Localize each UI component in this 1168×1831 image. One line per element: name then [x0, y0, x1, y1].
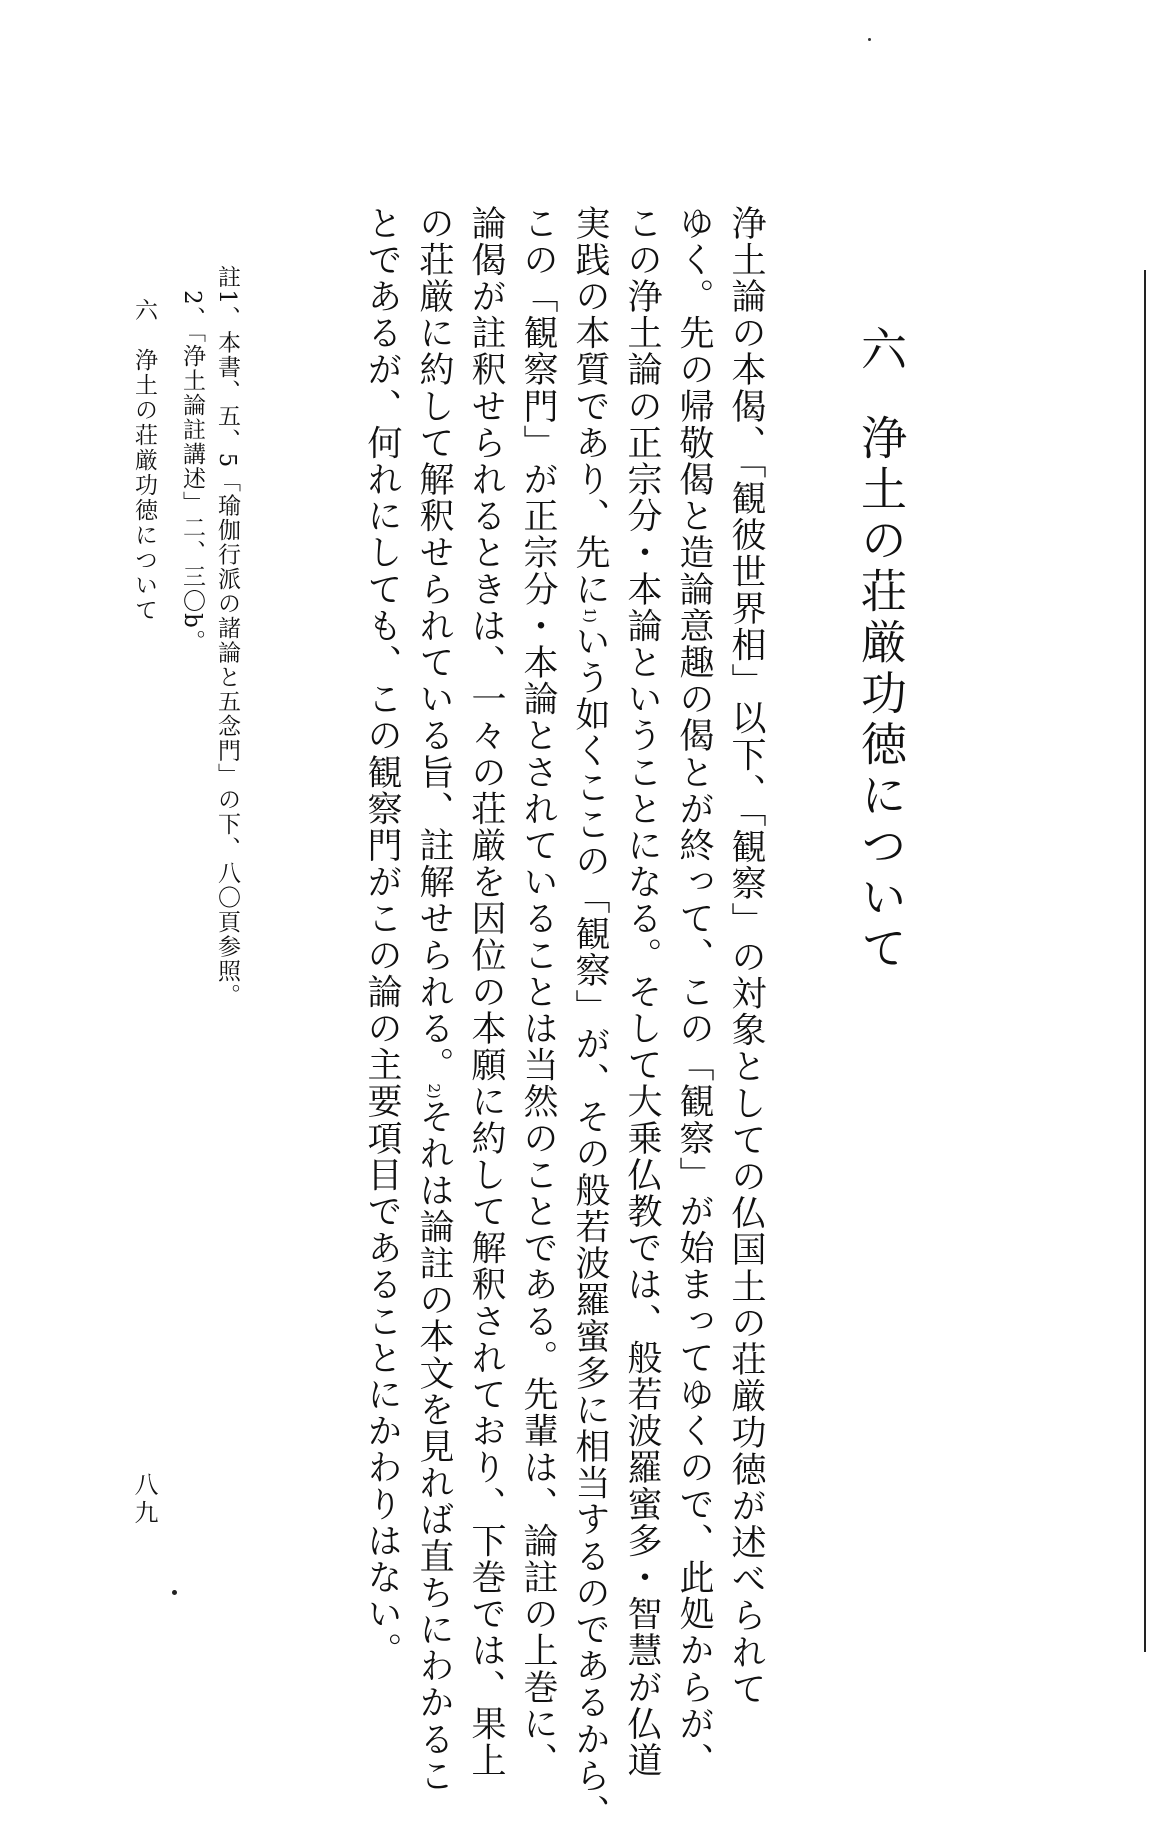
footnote-ref-1: 1) — [581, 607, 599, 624]
body-line-1: 浄土論の本偈、「観彼世界相」以下、「観察」の対象としての仏国土の荘厳功徳が述べられて — [726, 205, 766, 1708]
body-line-4-after: いう如くここの「観察」が、その般若波羅蜜多に相当するのであるから、 — [570, 623, 610, 1831]
scan-speck — [868, 38, 871, 41]
scan-speck — [172, 1590, 177, 1595]
section-title — [854, 325, 908, 975]
running-head: 六 浄土の荘厳功徳について — [131, 298, 157, 623]
page-number: 八九 — [130, 1472, 158, 1528]
body-line-4-before: 実践の本質であり、先に — [570, 205, 610, 608]
body-line-4 — [570, 205, 610, 1831]
body-line-3: この浄土論の正宗分・本論ということになる。そして大乗仏教では、般若波羅蜜多・智慧が仏道 — [622, 205, 662, 1779]
body-line-7 — [414, 205, 454, 1795]
scan-edge-line — [1144, 270, 1146, 1652]
section-title-text: 浄土の荘厳功徳について — [854, 414, 908, 975]
section-number: 六 — [854, 325, 908, 376]
body-line-2: ゆく。先の帰敬偈と造論意趣の偈とが終って、この「観察」が始まってゆくので、此処からが、 — [674, 205, 714, 1779]
body-line-7-after: それは論註の本文を見れば直ちにわかるこ — [414, 1098, 454, 1795]
body-line-7-before: の荘厳に約して解釈せられている旨、註解せられる。 — [414, 205, 454, 1084]
body-line-5: この「観察門」が正宗分・本論とされていることは当然のことである。先輩は、論註の上巻に、 — [518, 205, 558, 1779]
footnote-2: 2、「浄土論註講述」二、三〇b。 — [179, 290, 205, 654]
footnote-ref-2: 2) — [425, 1083, 443, 1099]
body-line-8: とであるが、何れにしても、この観察門がこの論の主要項目であることにかわりはない。 — [362, 205, 402, 1669]
body-line-6: 論偈が註釈せられるときは、一々の荘厳を因位の本願に約して解釈されており、下巻では、果上 — [466, 205, 506, 1779]
footnote-1: 註1、本書、五、5「瑜伽行派の諸論と五念門」の下、八〇頁参照。 — [214, 265, 240, 1008]
